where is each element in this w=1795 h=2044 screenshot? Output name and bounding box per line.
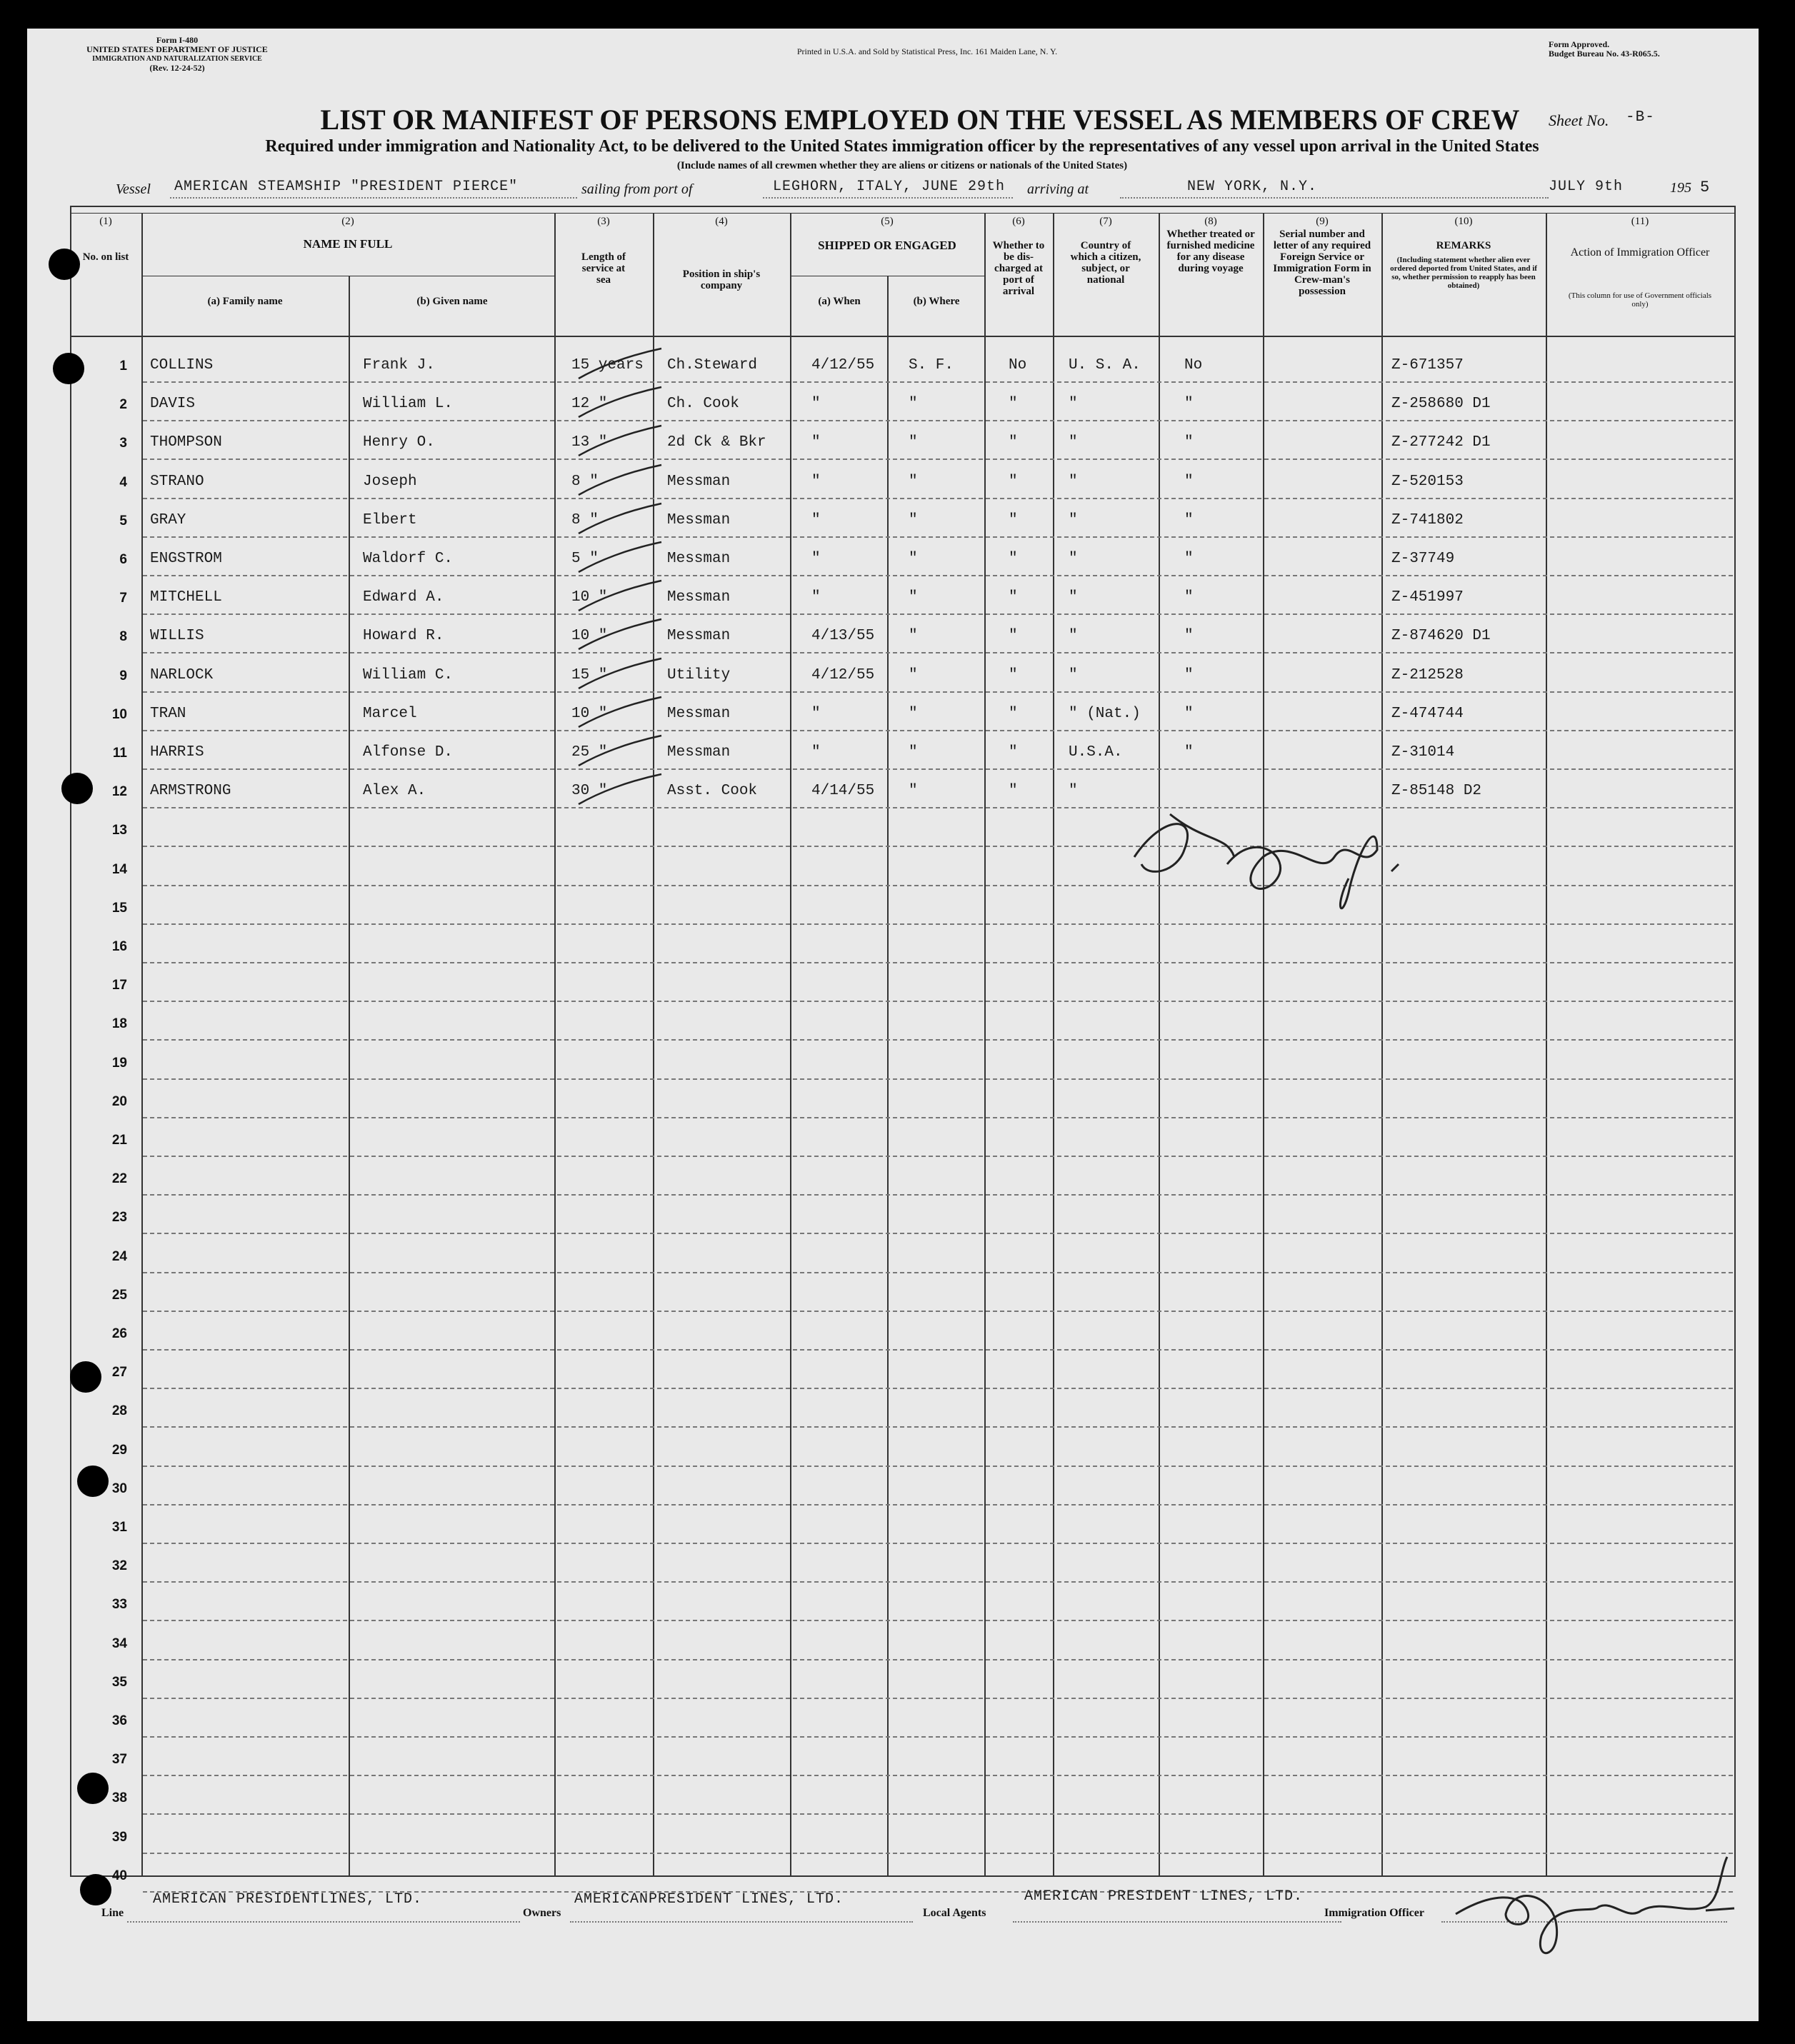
- cell-discharged: ": [1009, 783, 1018, 800]
- row-number: 32: [111, 1558, 127, 1574]
- cell-family: MITCHELL: [150, 589, 222, 606]
- col10-number: (10): [1454, 216, 1473, 227]
- row-rule: [143, 1581, 1733, 1583]
- owners-label: Owners: [523, 1907, 561, 1919]
- col2-header: NAME IN FULL: [303, 237, 393, 251]
- cell-remarks: Z-277242 D1: [1391, 434, 1491, 451]
- col8-number: (8): [1204, 216, 1217, 227]
- cell-where: ": [909, 783, 918, 800]
- cell-given: Waldorf C.: [363, 551, 454, 567]
- cell-given: Edward A.: [363, 589, 444, 606]
- cell-treated: ": [1184, 396, 1194, 413]
- cell-service: 10 ": [571, 705, 608, 722]
- row-rule: [143, 1466, 1733, 1467]
- col4-header: Position in ship's company: [682, 269, 761, 291]
- service-strike-mark: [577, 733, 663, 768]
- cell-given: Marcel: [363, 705, 417, 722]
- cell-when: ": [811, 434, 821, 451]
- form-note: (Include names of all crewmen whether they are aliens or citizens or nationals of the United States): [676, 160, 1128, 171]
- cell-family: ENGSTROM: [150, 551, 222, 567]
- row-number: 39: [111, 1829, 127, 1845]
- cell-service: 30 ": [571, 783, 608, 800]
- cell-family: THOMPSON: [150, 434, 222, 451]
- cell-service: 25 ": [571, 744, 608, 761]
- cell-country: ": [1069, 783, 1078, 800]
- row-number: 10: [111, 706, 127, 722]
- row-number: 22: [111, 1171, 127, 1187]
- punch-hole: [80, 1874, 111, 1905]
- row-rule: [143, 1349, 1733, 1351]
- row-rule: [143, 1659, 1733, 1660]
- cell-given: Joseph: [363, 473, 417, 490]
- row-number: 21: [111, 1133, 127, 1148]
- service-strike-mark: [577, 462, 663, 498]
- cell-treated: No: [1184, 357, 1203, 374]
- row-number: 34: [111, 1635, 127, 1651]
- row-number: 25: [111, 1287, 127, 1303]
- cell-treated: ": [1184, 551, 1194, 567]
- cell-when: ": [811, 396, 821, 413]
- punch-hole: [53, 353, 84, 384]
- cell-treated: ": [1184, 705, 1194, 722]
- row-rule: [143, 885, 1733, 886]
- service-strike-mark: [577, 694, 663, 730]
- row-number: 16: [111, 939, 127, 954]
- service-strike-mark: [577, 616, 663, 652]
- year-suffix: 5: [1700, 179, 1711, 196]
- row-rule: [143, 807, 1733, 808]
- row-rule: [143, 613, 1733, 615]
- cell-where: ": [909, 434, 918, 451]
- cell-remarks: Z-85148 D2: [1391, 783, 1482, 800]
- cell-when: ": [811, 705, 821, 722]
- row-number: 40: [111, 1868, 127, 1883]
- row-rule: [143, 1117, 1733, 1118]
- cell-treated: ": [1184, 744, 1194, 761]
- row-rule: [143, 730, 1733, 731]
- col4-number: (4): [715, 216, 728, 227]
- row-rule: [143, 1039, 1733, 1041]
- col10-note: (Including statement whether alien ever ordered deported from United States, and if so, whether permission to reapply has been obtained): [1390, 256, 1537, 290]
- row-rule: [143, 1698, 1733, 1699]
- col11-note: (This column for use of Government officials only): [1568, 291, 1712, 309]
- row-rule: [143, 420, 1733, 421]
- owners-name: AMERICANPRESIDENT LINES, LTD.: [574, 1891, 844, 1908]
- cell-service: 8 ": [571, 473, 599, 490]
- agents-name: AMERICAN PRESIDENT LINES, LTD.: [1024, 1888, 1304, 1905]
- row-number: 27: [111, 1365, 127, 1381]
- row-rule: [143, 1311, 1733, 1312]
- cell-where: ": [909, 589, 918, 606]
- sailing-port: LEGHORN, ITALY, JUNE 29th: [773, 179, 1006, 195]
- row-number: 3: [119, 436, 127, 451]
- row-number: 29: [111, 1442, 127, 1458]
- punch-hole: [49, 249, 80, 280]
- cell-given: Henry O.: [363, 434, 435, 451]
- cell-country: U.S.A.: [1069, 744, 1123, 761]
- cell-discharged: ": [1009, 396, 1018, 413]
- cell-service: 5 ": [571, 551, 599, 567]
- row-number: 26: [111, 1326, 127, 1341]
- row-rule: [143, 962, 1733, 963]
- form-approved: Form Approved.: [1549, 39, 1610, 49]
- cell-position: Utility: [667, 666, 731, 683]
- manifest-sheet: [27, 29, 1759, 2021]
- punch-hole: [77, 1773, 109, 1804]
- cell-country: ": [1069, 666, 1078, 683]
- cell-position: 2d Ck & Bkr: [667, 434, 766, 451]
- cell-position: Ch. Cook: [667, 396, 739, 413]
- row-rule: [143, 1543, 1733, 1544]
- cell-service: 13 ": [571, 434, 608, 451]
- cell-position: Ch.Steward: [667, 357, 758, 374]
- cell-remarks: Z-520153: [1391, 473, 1464, 490]
- cell-where: ": [909, 705, 918, 722]
- arriving-label: arriving at: [1027, 181, 1089, 197]
- cell-given: William C.: [363, 666, 454, 683]
- col7-header: Country of which a citizen, subject, or national: [1070, 240, 1141, 286]
- cell-family: DAVIS: [150, 396, 196, 413]
- row-rule: [143, 1775, 1733, 1776]
- row-number: 38: [111, 1790, 127, 1806]
- row-number: 17: [111, 978, 127, 993]
- cell-where: ": [909, 511, 918, 528]
- row-rule: [143, 1736, 1733, 1738]
- arrival-date: JULY 9th: [1549, 179, 1624, 195]
- cell-country: ": [1069, 551, 1078, 567]
- col9-header: Serial number and letter of any required Foreign Service or Immigration Form in Crew-man's possession: [1273, 229, 1371, 297]
- col3-number: (3): [597, 216, 610, 227]
- cell-discharged: ": [1009, 434, 1018, 451]
- cell-where: ": [909, 628, 918, 645]
- agents-label: Local Agents: [923, 1907, 986, 1919]
- col8-header: Whether treated or furnished medicine for any disease during voyage: [1166, 229, 1255, 274]
- officer-label: Immigration Officer: [1324, 1907, 1424, 1919]
- row-rule: [143, 536, 1733, 538]
- cell-treated: ": [1184, 434, 1194, 451]
- cell-where: ": [909, 396, 918, 413]
- cell-position: Messman: [667, 589, 731, 606]
- cell-service: 10 ": [571, 628, 608, 645]
- row-number: 31: [111, 1520, 127, 1535]
- row-number: 33: [111, 1597, 127, 1613]
- row-number: 28: [111, 1403, 127, 1419]
- service-strike-mark: [577, 423, 663, 459]
- col3-header: Length of service at sea: [581, 251, 626, 286]
- row-rule: [143, 1233, 1733, 1234]
- cell-service: 15 ": [571, 666, 608, 683]
- cell-given: Howard R.: [363, 628, 444, 645]
- cell-given: Alex A.: [363, 783, 426, 800]
- cell-discharged: ": [1009, 744, 1018, 761]
- row-number: 24: [111, 1248, 127, 1264]
- cell-family: ARMSTRONG: [150, 783, 231, 800]
- cell-position: Messman: [667, 551, 731, 567]
- budget-bureau: Budget Bureau No. 43-R065.5.: [1549, 49, 1660, 59]
- service-strike-mark: [577, 539, 663, 575]
- cell-family: GRAY: [150, 511, 186, 528]
- row-rule: [143, 691, 1733, 693]
- row-rule: [143, 652, 1733, 653]
- year-prefix: 195: [1670, 180, 1691, 196]
- cell-family: STRANO: [150, 473, 204, 490]
- col5a-header: (a) When: [818, 296, 861, 307]
- row-rule: [143, 1620, 1733, 1621]
- cell-service: 12 ": [571, 396, 608, 413]
- service-strike-mark: [577, 578, 663, 613]
- col6-header: Whether to be dis-charged at port of arrival: [992, 240, 1045, 297]
- cell-family: COLLINS: [150, 357, 214, 374]
- row-rule: [143, 1813, 1733, 1815]
- cell-when: ": [811, 473, 821, 490]
- cell-family: WILLIS: [150, 628, 204, 645]
- row-number: 2: [119, 397, 127, 413]
- cell-country: ": [1069, 511, 1078, 528]
- department-name: UNITED STATES DEPARTMENT OF JUSTICE: [86, 44, 268, 54]
- cell-given: William L.: [363, 396, 454, 413]
- row-rule: [143, 381, 1733, 383]
- row-number: 9: [119, 668, 127, 683]
- cell-country: U. S. A.: [1069, 357, 1141, 374]
- col2a-header: (a) Family name: [207, 296, 283, 307]
- row-rule: [143, 1426, 1733, 1428]
- col5-header: SHIPPED OR ENGAGED: [818, 239, 956, 252]
- cell-remarks: Z-671357: [1391, 357, 1464, 374]
- row-number: 5: [119, 513, 127, 528]
- col11-header: Action of Immigration Officer: [1570, 246, 1710, 259]
- row-rule: [143, 923, 1733, 925]
- cell-where: ": [909, 744, 918, 761]
- punch-hole: [61, 773, 93, 804]
- cell-remarks: Z-31014: [1391, 744, 1455, 761]
- row-rule: [143, 1001, 1733, 1002]
- row-rule: [143, 1272, 1733, 1273]
- col1-header: No. on list: [82, 251, 129, 263]
- form-number: Form I-480: [156, 35, 199, 45]
- cell-discharged: ": [1009, 589, 1018, 606]
- cell-position: Messman: [667, 705, 731, 722]
- cell-given: Elbert: [363, 511, 417, 528]
- cell-service: 8 ": [571, 511, 599, 528]
- cell-when: 4/12/55: [811, 357, 875, 374]
- revision-date: (Rev. 12-24-52): [149, 63, 205, 73]
- cell-position: Asst. Cook: [667, 783, 758, 800]
- cell-when: 4/12/55: [811, 666, 875, 683]
- cell-position: Messman: [667, 628, 731, 645]
- sailing-label: sailing from port of: [581, 181, 693, 197]
- service-strike-mark: [577, 501, 663, 536]
- row-number: 6: [119, 552, 127, 567]
- vessel-name: AMERICAN STEAMSHIP "PRESIDENT PIERCE": [174, 179, 519, 195]
- row-number: 14: [111, 861, 127, 877]
- col5b-header: (b) Where: [913, 296, 960, 307]
- service-strike-mark: [577, 656, 663, 691]
- cell-remarks: Z-258680 D1: [1391, 396, 1491, 413]
- cell-treated: ": [1184, 511, 1194, 528]
- cell-when: ": [811, 589, 821, 606]
- cell-when: 4/13/55: [811, 628, 875, 645]
- cell-position: Messman: [667, 473, 731, 490]
- row-number: 18: [111, 1016, 127, 1032]
- page-title: LIST OR MANIFEST OF PERSONS EMPLOYED ON THE VESSEL AS MEMBERS OF CREW: [320, 104, 1520, 136]
- row-number: 20: [111, 1093, 127, 1109]
- row-rule: [143, 1156, 1733, 1157]
- row-number: 15: [111, 900, 127, 916]
- col2b-header: (b) Given name: [416, 296, 488, 307]
- cell-remarks: Z-874620 D1: [1391, 628, 1491, 645]
- cell-discharged: ": [1009, 551, 1018, 567]
- cell-remarks: Z-474744: [1391, 705, 1464, 722]
- col7-number: (7): [1099, 216, 1112, 227]
- cell-country: ": [1069, 473, 1078, 490]
- cell-position: Messman: [667, 744, 731, 761]
- form-subtitle: Required under immigration and Nationality Act, to be delivered to the United States immigration officer by the representatives of any vessel upon arrival in the United States: [265, 137, 1539, 156]
- row-number: 4: [119, 474, 127, 490]
- service-strike-mark: [577, 771, 663, 807]
- cell-where: S. F.: [909, 357, 954, 374]
- row-rule: [143, 1504, 1733, 1506]
- printer-line: Printed in U.S.A. and Sold by Statistical Press, Inc. 161 Maiden Lane, N. Y.: [796, 46, 1058, 56]
- col1-number: (1): [99, 216, 112, 227]
- row-rule: [143, 498, 1733, 499]
- cell-remarks: Z-741802: [1391, 511, 1464, 528]
- cell-remarks: Z-212528: [1391, 666, 1464, 683]
- cell-country: ": [1069, 434, 1078, 451]
- cell-where: ": [909, 473, 918, 490]
- row-rule: [143, 1388, 1733, 1389]
- row-number: 23: [111, 1210, 127, 1226]
- row-number: 13: [111, 823, 127, 838]
- cell-family: HARRIS: [150, 744, 204, 761]
- cell-discharged: ": [1009, 628, 1018, 645]
- row-number: 19: [111, 1055, 127, 1071]
- service-strike-mark: [577, 384, 663, 420]
- col9-number: (9): [1316, 216, 1329, 227]
- col10-header: REMARKS: [1436, 240, 1491, 251]
- cell-discharged: ": [1009, 705, 1018, 722]
- col2-number: (2): [341, 216, 354, 227]
- vessel-label: Vessel: [116, 181, 151, 197]
- cell-treated: ": [1184, 473, 1194, 490]
- row-number: 37: [111, 1752, 127, 1768]
- punch-hole: [70, 1361, 101, 1393]
- service-strike-mark: [577, 346, 663, 381]
- row-number: 7: [119, 591, 127, 606]
- arriving-port: NEW YORK, N.Y.: [1187, 179, 1318, 195]
- row-rule: [143, 1078, 1733, 1080]
- cell-remarks: Z-37749: [1391, 551, 1455, 567]
- officer-signature-table: [1120, 771, 1434, 921]
- row-number: 30: [111, 1481, 127, 1496]
- sheet-label: Sheet No.: [1549, 111, 1609, 129]
- cell-position: Messman: [667, 511, 731, 528]
- row-number: 36: [111, 1713, 127, 1728]
- col11-number: (11): [1631, 216, 1649, 227]
- punch-hole: [77, 1466, 109, 1497]
- line-name: AMERICAN PRESIDENTLINES, LTD.: [153, 1891, 423, 1908]
- cell-where: ": [909, 551, 918, 567]
- row-number: 12: [111, 784, 127, 800]
- cell-when: ": [811, 551, 821, 567]
- cell-discharged: ": [1009, 473, 1018, 490]
- cell-country: ": [1069, 589, 1078, 606]
- cell-service: 15 years: [571, 357, 644, 374]
- cell-discharged: ": [1009, 666, 1018, 683]
- cell-family: NARLOCK: [150, 666, 214, 683]
- row-rule: [143, 1194, 1733, 1196]
- cell-when: ": [811, 511, 821, 528]
- cell-where: ": [909, 666, 918, 683]
- cell-country: " (Nat.): [1069, 705, 1141, 722]
- row-rule: [143, 846, 1733, 847]
- col6-number: (6): [1012, 216, 1025, 227]
- cell-discharged: ": [1009, 511, 1018, 528]
- row-number: 11: [112, 746, 127, 761]
- line-label: Line: [101, 1907, 124, 1919]
- cell-remarks: Z-451997: [1391, 589, 1464, 606]
- row-rule: [143, 459, 1733, 460]
- row-rule: [143, 575, 1733, 576]
- cell-country: ": [1069, 396, 1078, 413]
- row-number: 8: [119, 629, 127, 645]
- cell-country: ": [1069, 628, 1078, 645]
- cell-discharged: No: [1009, 357, 1027, 374]
- cell-when: ": [811, 744, 821, 761]
- cell-treated: ": [1184, 666, 1194, 683]
- cell-when: 4/14/55: [811, 783, 875, 800]
- sheet-number: -B-: [1626, 109, 1655, 126]
- cell-treated: ": [1184, 589, 1194, 606]
- service-name: IMMIGRATION AND NATURALIZATION SERVICE: [92, 55, 262, 63]
- col5-number: (5): [881, 216, 894, 227]
- cell-given: Alfonse D.: [363, 744, 454, 761]
- cell-family: TRAN: [150, 705, 186, 722]
- row-number: 35: [111, 1674, 127, 1690]
- cell-service: 10 ": [571, 589, 608, 606]
- cell-given: Frank J.: [363, 357, 435, 374]
- row-rule: [143, 768, 1733, 770]
- cell-treated: ": [1184, 628, 1194, 645]
- officer-signature-footer: [1449, 1843, 1749, 1971]
- row-number: 1: [119, 359, 127, 374]
